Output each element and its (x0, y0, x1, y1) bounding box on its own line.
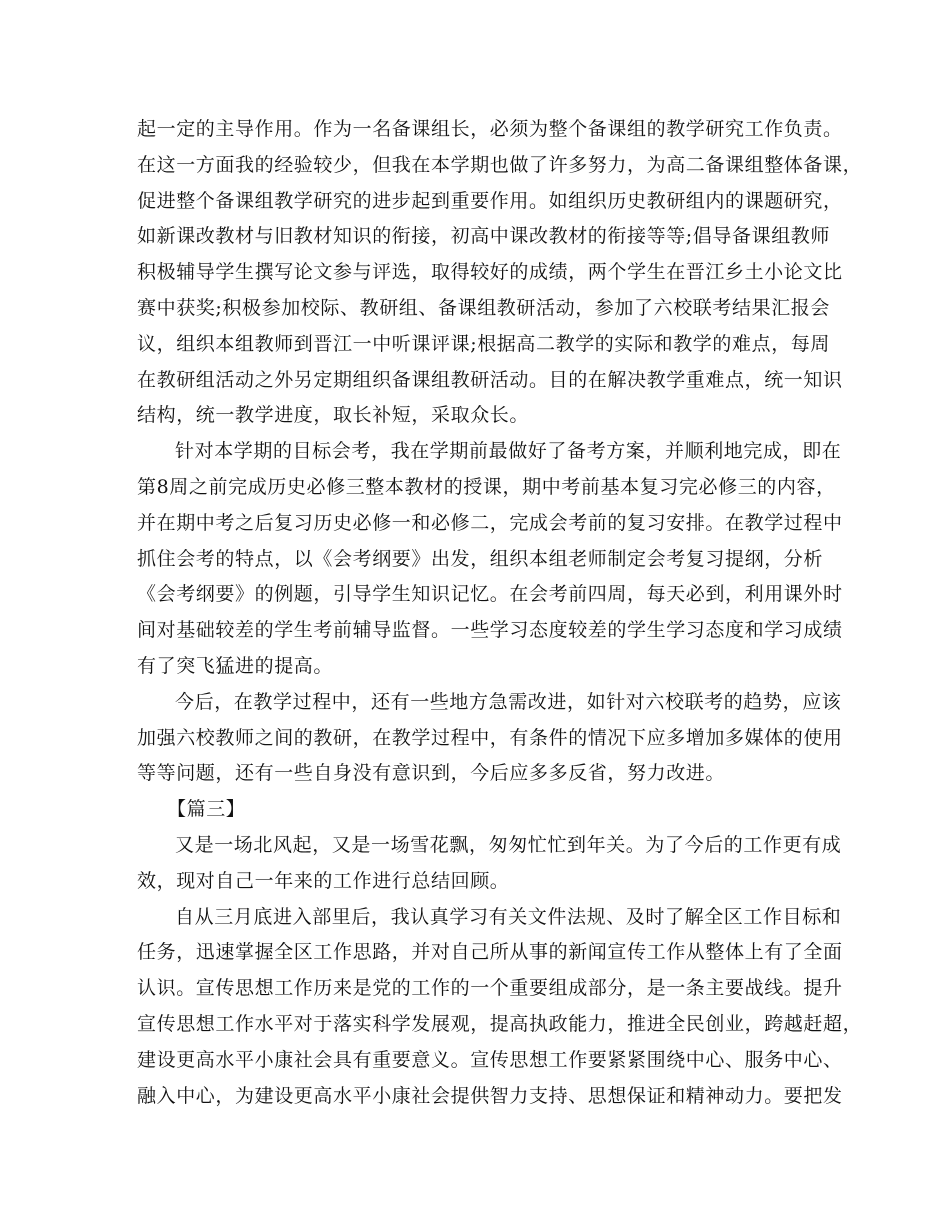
text-line: 第8周之前完成历史必修三整本教材的授课，期中考前基本复习完必修三的内容， (137, 475, 836, 498)
text-line: 任务，迅速掌握全区工作思路，并对自己所从事的新闻宣传工作从整体上有了全面 (137, 941, 843, 964)
text-line: 结构，统一教学进度，取长补短，采取众长。 (137, 404, 530, 427)
text-line: 效，现对自己一年来的工作进行总结回顾。 (137, 869, 510, 892)
text-line: 认识。宣传思想工作历来是党的工作的一个重要组成部分，是一条主要战线。提升 (137, 977, 843, 1000)
text-line: 积极辅导学生撰写论文参与评选，取得较好的成绩，两个学生在晋江乡土小论文比 (137, 261, 843, 284)
paragraph-continued (137, 112, 863, 434)
paragraph-future (137, 685, 843, 792)
paragraph-work (137, 900, 863, 1115)
text-line: 自从三月底进入部里后，我认真学习有关文件法规、及时了解全区工作目标和 (175, 905, 842, 928)
text-line: 今后，在教学过程中，还有一些地方急需改进，如针对六校联考的趋势，应该 (175, 690, 842, 713)
text-line: 建设更高水平小康社会具有重要意义。宣传思想工作要紧紧围绕中心、服务中心、 (137, 1048, 843, 1071)
text-line: 在教研组活动之外另定期组织备课组教研活动。目的在解决教学重难点，统一知识 (137, 368, 843, 391)
text-line: 《会考纲要》的例题，引导学生知识记忆。在会考前四周，每天必到，利用课外时 (137, 583, 843, 606)
text-line: 融入中心，为建设更高水平小康社会提供智力支持、思想保证和精神动力。要把发 (137, 1084, 843, 1107)
text-line: 议，组织本组教师到晋江一中听课评课;根据高二教学的实际和教学的难点，每周 (137, 332, 831, 355)
text-line: 如新课改教材与旧教材知识的衔接，初高中课改教材的衔接等等;倡导备课组教师 (137, 225, 831, 248)
text-line: 又是一场北风起，又是一场雪花飘，匆匆忙忙到年关。为了今后的工作更有成 (175, 833, 842, 856)
text-line: 赛中获奖;积极参加校际、教研组、备课组教研活动，参加了六校联考结果汇报会 (137, 296, 831, 319)
document-body (137, 112, 863, 1114)
text-line: 加强六校教师之间的教研，在教学过程中，有条件的情况下应多增加多媒体的使用 (137, 726, 843, 749)
text-line: 等等问题，还有一些自身没有意识到，今后应多多反省，努力改进。 (137, 762, 726, 785)
text-line: 间对基础较差的学生考前辅导监督。一些学习态度较差的学生学习态度和学习成绩 (137, 619, 843, 642)
paragraph-intro (137, 828, 842, 900)
text-line: 宣传思想工作水平对于落实科学发展观，提高执政能力，推进全民创业，跨越赶超， (137, 1012, 863, 1035)
text-line: 针对本学期的目标会考，我在学期前最做好了备考方案，并顺利地完成，即在 (175, 440, 842, 463)
text-line: 起一定的主导作用。作为一名备课组长，必须为整个备课组的教学研究工作负责。 (137, 118, 843, 140)
paragraph-exam (137, 434, 843, 685)
text-line: 有了突飞猛进的提高。 (137, 654, 334, 677)
text-line: 并在期中考之后复习历史必修一和必修二，完成会考前的复习安排。在教学过程中 (137, 511, 843, 534)
text-line: 抓住会考的特点，以《会考纲要》出发，组织本组老师制定会考复习提纲，分析 (137, 547, 824, 570)
section-heading: 【篇三】 (167, 798, 246, 821)
text-line: 促进整个备课组教学研究的进步起到重要作用。如组织历史教研组内的课题研究， (137, 189, 843, 212)
text-line: 在这一方面我的经验较少，但我在本学期也做了许多努力，为高二备课组整体备课， (137, 153, 863, 176)
